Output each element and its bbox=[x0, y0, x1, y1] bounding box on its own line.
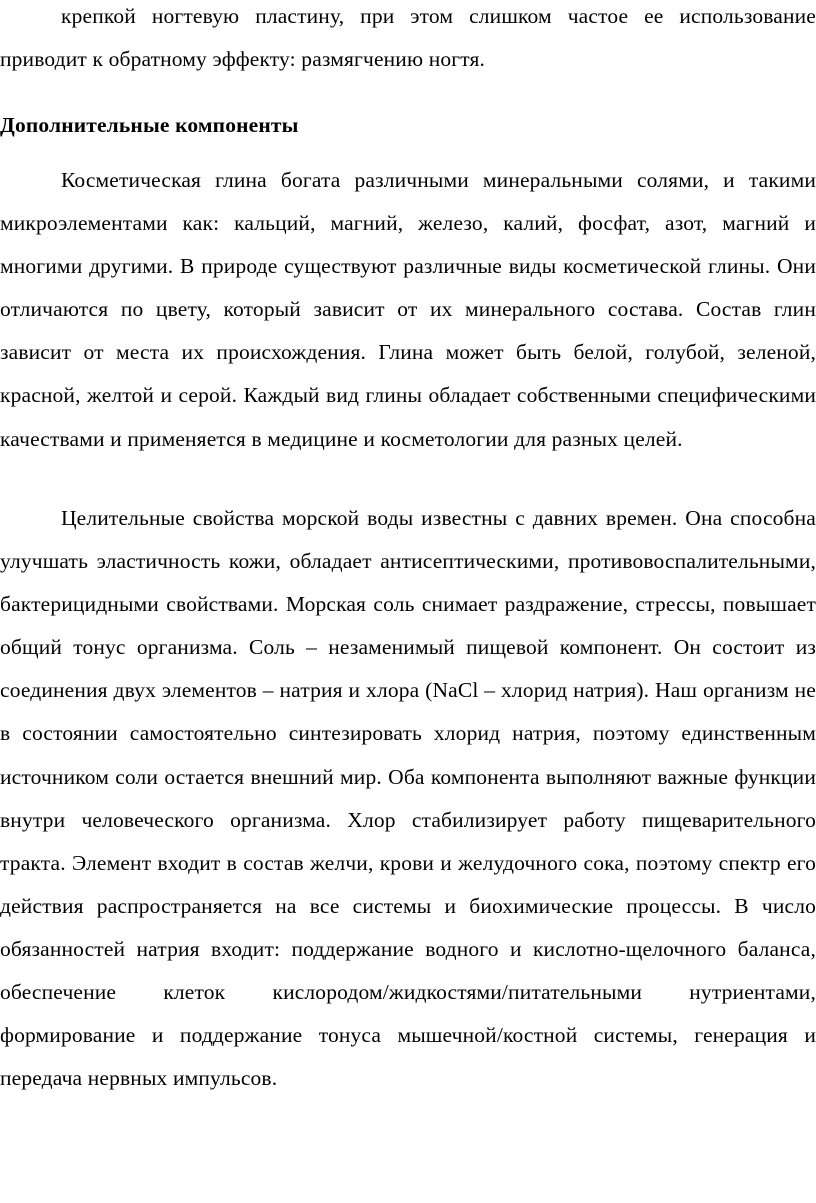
paragraph-cosmetic-clay: Косметическая глина богата различными минеральными солями, и такими микроэлементами как: кальций, магний, железо, калий, фосфат, азот, магний и многими другими. В природе существуют различные виды косметической глины. Они отличаются по цвету, который зависит от их минерального состава. Состав глин зависит от места их происхождения. Глина может быть белой, голубой, зеленой, красной, желтой и серой. Каждый вид глины обладает собственными специфическими качествами и применяется в медицине и косметологии для разных целей. bbox=[0, 168, 816, 451]
paragraph-nail-continuation: крепкой ногтевую пластину, при этом слишком частое ее использование приводит к обратному эффекту: размягчению ногтя. bbox=[0, 4, 816, 72]
section-heading: Дополнительные компоненты bbox=[0, 113, 299, 137]
paragraph-sea-water: Целительные свойства морской воды известны с давних времен. Она способна улучшать эластичность кожи, обладает антисептическими, противовоспалительными, бактерицидными свойствами. Морская соль снимает раздражение, стрессы, повышает общий тонус организма. Соль – незаменимый пищевой компонент. Он состоит из соединения двух элементов – натрия и хлора (NaCl – хлорид натрия). Наш организм не в состоянии самостоятельно синтезировать хлорид натрия, поэтому единственным источником соли остается внешний мир. Оба компонента выполняют важные функции внутри человеческого организма. Хлор стабилизирует работу пищеварительного тракта. Элемент входит в состав желчи, крови и желудочного сока, поэтому спектр его действия распространяется на все системы и биохимические процессы. В число обязанностей натрия входит: поддержание водного и кислотно-щелочного баланса, обеспечение клеток кислородом/жидкостями/питательными нутриентами, формирование и поддержание тонуса мышечной/костной системы, генерация и передача нервных импульсов. bbox=[0, 506, 816, 1091]
